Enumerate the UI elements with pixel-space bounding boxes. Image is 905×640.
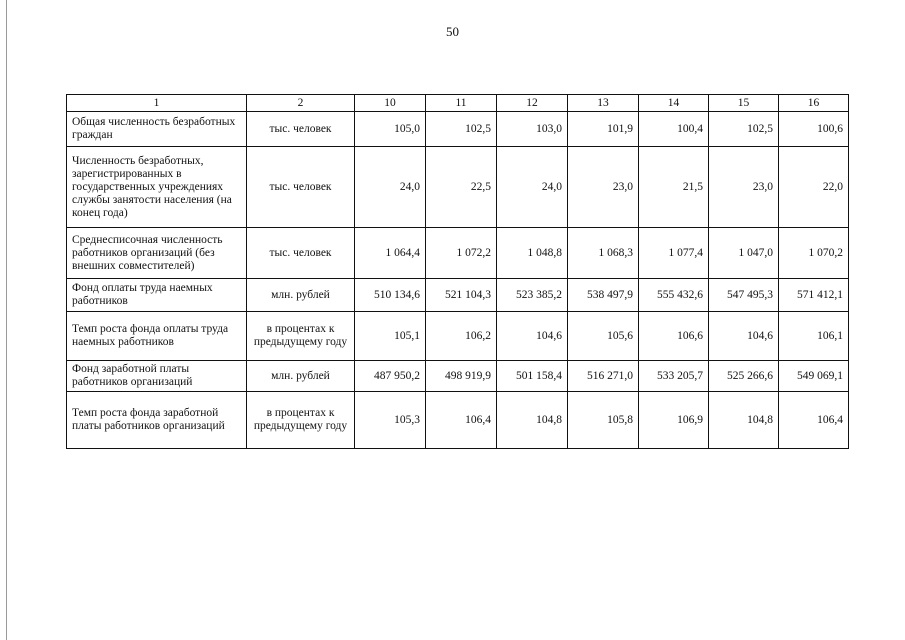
value-cell: 105,3 <box>355 392 426 449</box>
indicator-name: Фонд заработной платы работников организаций <box>67 361 247 392</box>
page-number: 50 <box>446 24 459 39</box>
table-row <box>67 279 849 312</box>
indicator-name: Среднесписочная численность работников организаций (без внешних совместителей) <box>67 228 247 279</box>
indicator-name: Фонд оплаты труда наемных работников <box>67 279 247 312</box>
statistics-table <box>66 94 849 449</box>
table-header-row <box>67 95 849 112</box>
value-cell: 106,2 <box>426 312 497 361</box>
value-cell: 24,0 <box>497 147 568 228</box>
value-cell: 102,5 <box>709 112 779 147</box>
value-cell: 104,8 <box>709 392 779 449</box>
column-header: 16 <box>779 95 849 112</box>
value-cell: 549 069,1 <box>779 361 849 392</box>
value-cell: 538 497,9 <box>568 279 639 312</box>
value-cell: 523 385,2 <box>497 279 568 312</box>
value-cell: 1 068,3 <box>568 228 639 279</box>
value-cell: 106,9 <box>639 392 709 449</box>
value-cell: 498 919,9 <box>426 361 497 392</box>
table-row <box>67 228 849 279</box>
value-cell: 22,0 <box>779 147 849 228</box>
value-cell: 103,0 <box>497 112 568 147</box>
value-cell: 105,0 <box>355 112 426 147</box>
value-cell: 533 205,7 <box>639 361 709 392</box>
value-cell: 1 064,4 <box>355 228 426 279</box>
unit-cell: тыс. человек <box>247 147 355 228</box>
value-cell: 100,4 <box>639 112 709 147</box>
value-cell: 501 158,4 <box>497 361 568 392</box>
value-cell: 547 495,3 <box>709 279 779 312</box>
value-cell: 555 432,6 <box>639 279 709 312</box>
value-cell: 521 104,3 <box>426 279 497 312</box>
value-cell: 510 134,6 <box>355 279 426 312</box>
value-cell: 104,6 <box>497 312 568 361</box>
unit-cell: в процентах к предыдущему году <box>247 312 355 361</box>
unit-cell: тыс. человек <box>247 228 355 279</box>
indicator-name: Темп роста фонда оплаты труда наемных работников <box>67 312 247 361</box>
column-header: 13 <box>568 95 639 112</box>
unit-cell: в процентах к предыдущему году <box>247 392 355 449</box>
value-cell: 104,8 <box>497 392 568 449</box>
value-cell: 104,6 <box>709 312 779 361</box>
unit-cell: млн. рублей <box>247 279 355 312</box>
value-cell: 106,6 <box>639 312 709 361</box>
indicator-name: Численность безработных, зарегистрированных в государственных учреждениях службы занятости населения (на конец года) <box>67 147 247 228</box>
column-header: 1 <box>67 95 247 112</box>
value-cell: 487 950,2 <box>355 361 426 392</box>
unit-cell: тыс. человек <box>247 112 355 147</box>
table-row <box>67 361 849 392</box>
table-row <box>67 392 849 449</box>
value-cell: 516 271,0 <box>568 361 639 392</box>
value-cell: 22,5 <box>426 147 497 228</box>
value-cell: 1 077,4 <box>639 228 709 279</box>
value-cell: 1 047,0 <box>709 228 779 279</box>
column-header: 11 <box>426 95 497 112</box>
page-left-rule <box>6 0 7 640</box>
indicator-name: Общая численность безработных граждан <box>67 112 247 147</box>
table-row <box>67 147 849 228</box>
value-cell: 106,4 <box>779 392 849 449</box>
table-row <box>67 312 849 361</box>
value-cell: 571 412,1 <box>779 279 849 312</box>
value-cell: 525 266,6 <box>709 361 779 392</box>
value-cell: 21,5 <box>639 147 709 228</box>
column-header: 10 <box>355 95 426 112</box>
value-cell: 105,8 <box>568 392 639 449</box>
unit-cell: млн. рублей <box>247 361 355 392</box>
value-cell: 100,6 <box>779 112 849 147</box>
value-cell: 23,0 <box>709 147 779 228</box>
value-cell: 1 070,2 <box>779 228 849 279</box>
value-cell: 105,6 <box>568 312 639 361</box>
column-header: 14 <box>639 95 709 112</box>
column-header: 2 <box>247 95 355 112</box>
column-header: 12 <box>497 95 568 112</box>
value-cell: 106,4 <box>426 392 497 449</box>
value-cell: 102,5 <box>426 112 497 147</box>
value-cell: 23,0 <box>568 147 639 228</box>
indicator-name: Темп роста фонда заработной платы работников организаций <box>67 392 247 449</box>
value-cell: 105,1 <box>355 312 426 361</box>
value-cell: 1 048,8 <box>497 228 568 279</box>
value-cell: 101,9 <box>568 112 639 147</box>
value-cell: 106,1 <box>779 312 849 361</box>
value-cell: 1 072,2 <box>426 228 497 279</box>
table-row <box>67 112 849 147</box>
value-cell: 24,0 <box>355 147 426 228</box>
column-header: 15 <box>709 95 779 112</box>
